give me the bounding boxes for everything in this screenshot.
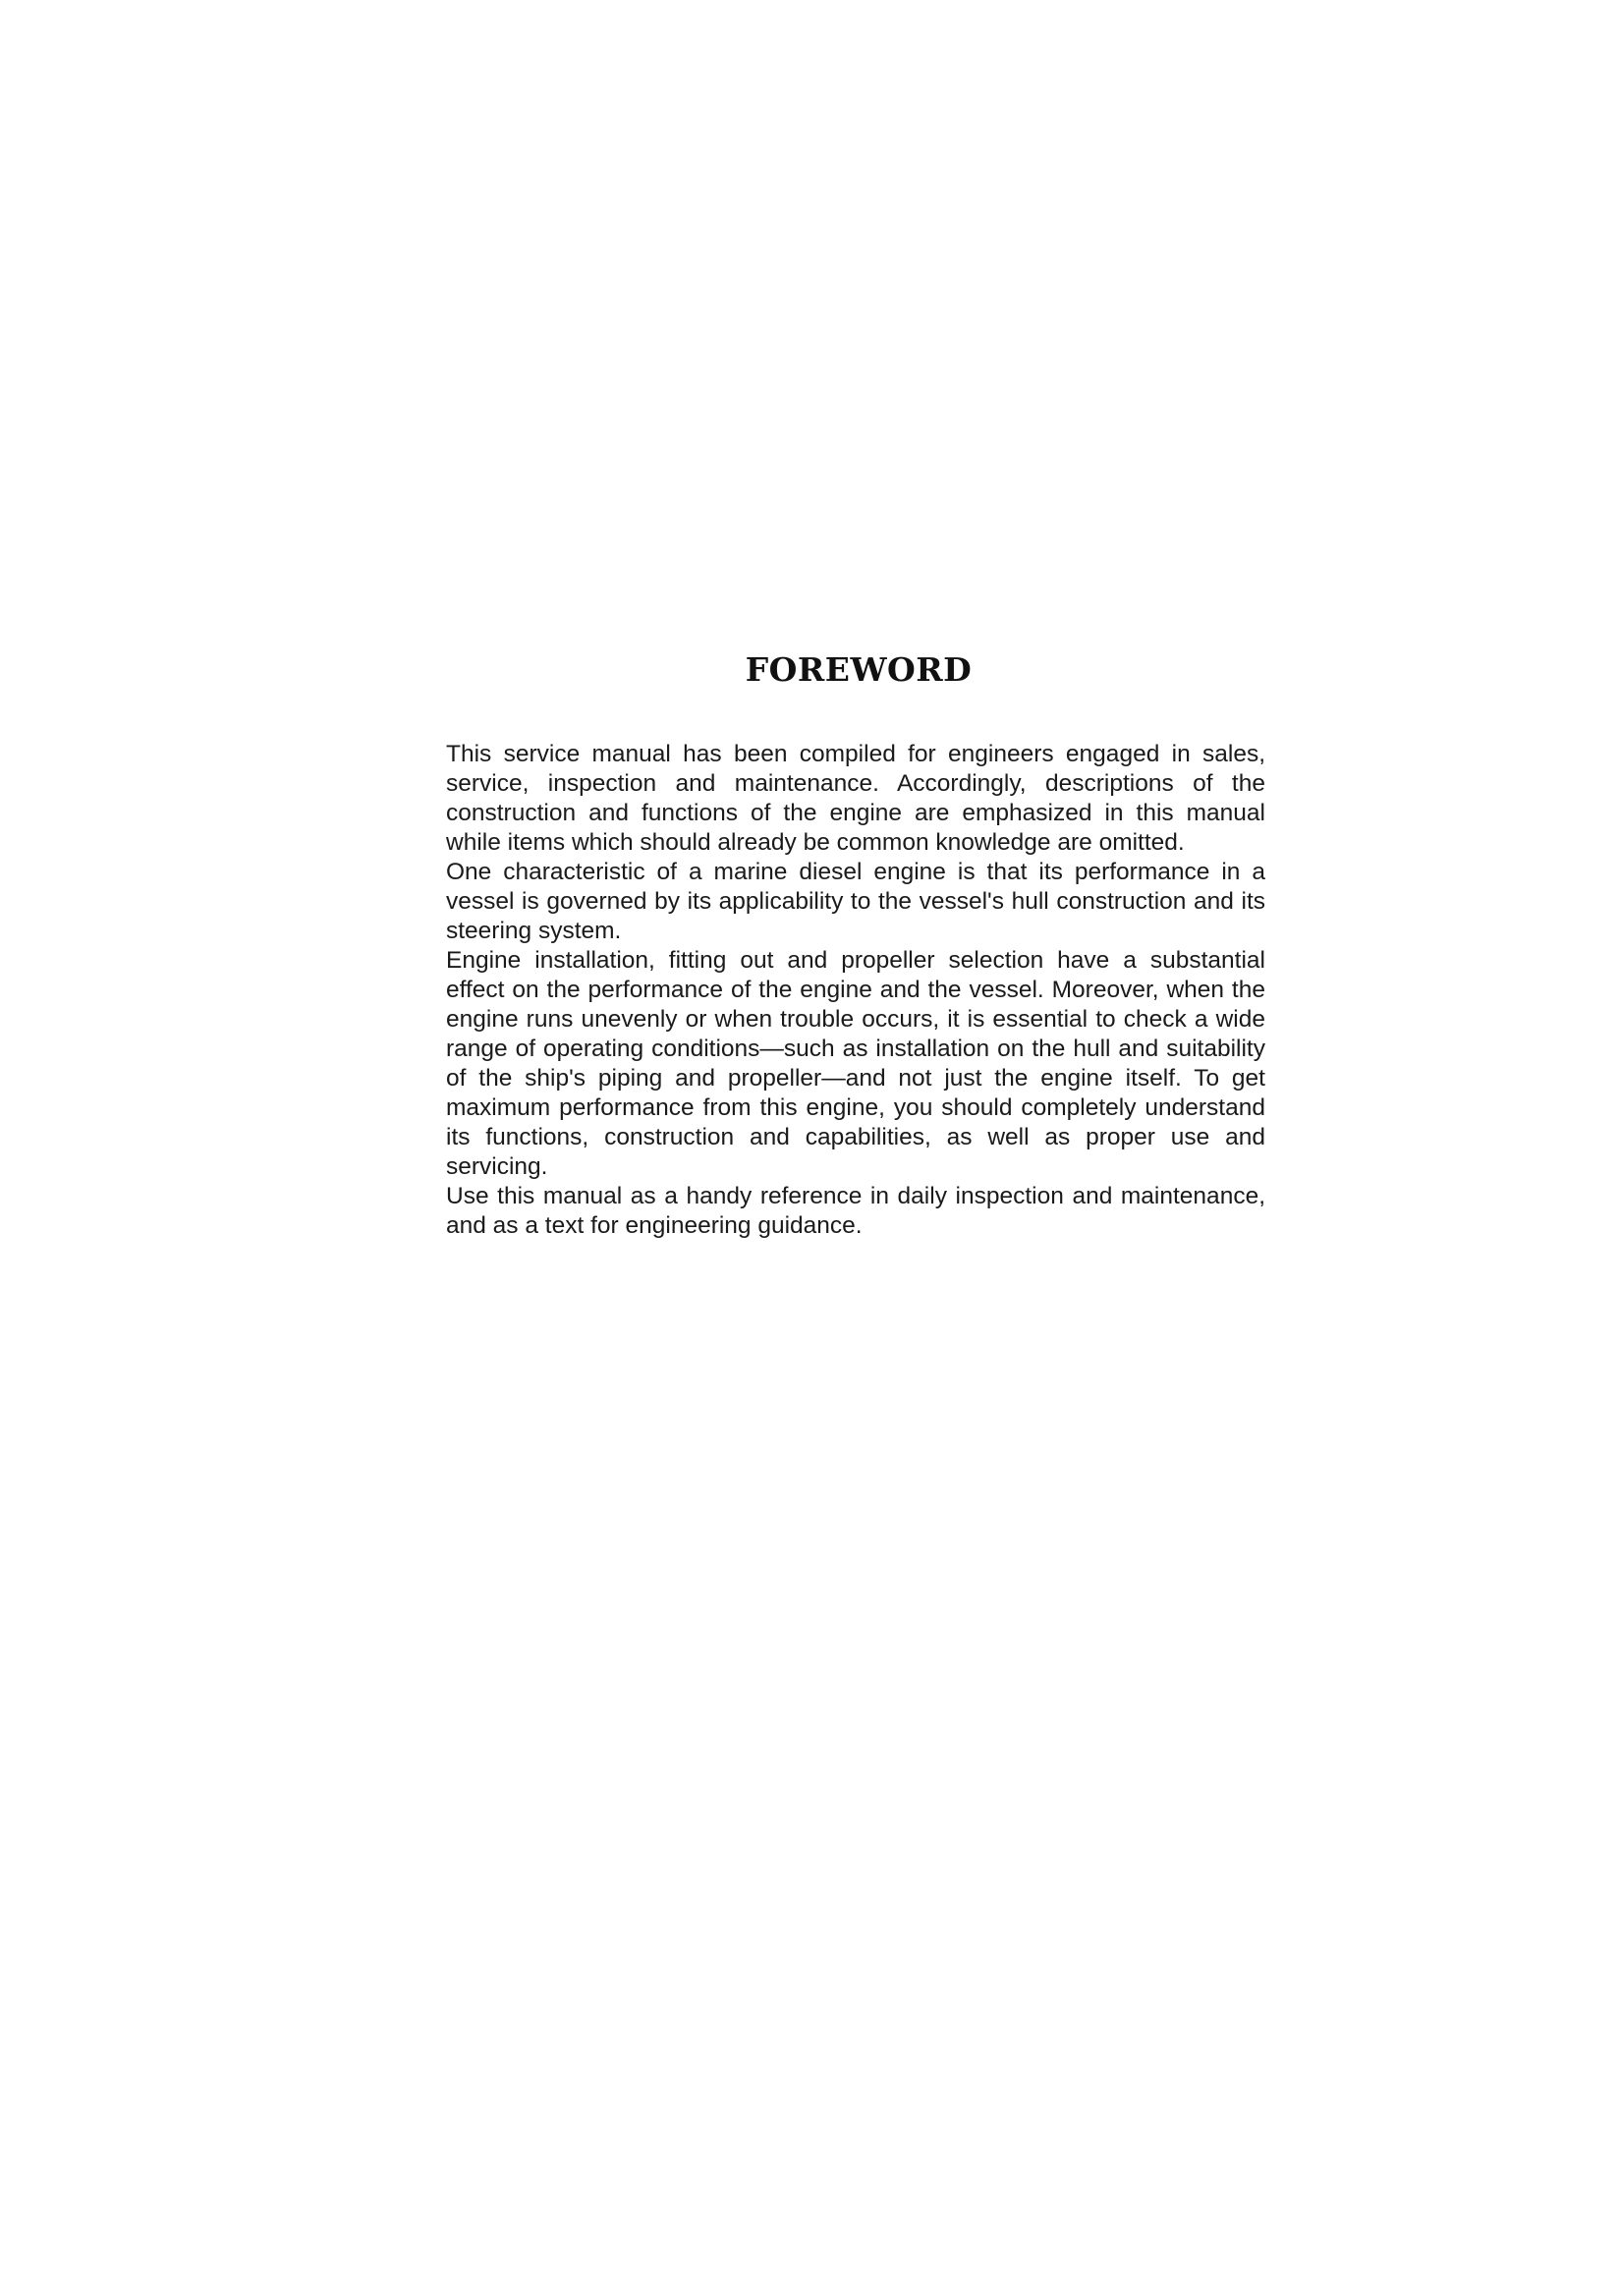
paragraph-usage: Use this manual as a handy reference in daily inspection and maintenance, and as a text for engineering guidance.: [446, 1183, 1265, 1239]
foreword-body: [446, 740, 1265, 1241]
paragraph-purpose: This service manual has been compiled for engineers engaged in sales, service, inspection and maintenance. Accordingly, descriptions of the construction and functions of the engine are emphasized in this manual while items which should already be common knowledge are omitted.: [446, 741, 1265, 856]
paragraph-characteristic: One characteristic of a marine diesel engine is that its performance in a vessel is governed by its applicability to the vessel's hull construction and its steering system.: [446, 859, 1265, 944]
paragraph-installation: Engine installation, fitting out and propeller selection have a substantial effect on the performance of the engine and the vessel. Moreover, when the engine runs unevenly or when trouble occurs, it is essential to check a wide range of operating conditions—such as installation on the hull and suitability of the ship's piping and propeller—and not just the engine itself. To get maximum performance from this engine, you should completely understand its functions, construction and capabilities, as well as proper use and servicing.: [446, 947, 1265, 1180]
page-title: FOREWORD: [745, 650, 973, 689]
